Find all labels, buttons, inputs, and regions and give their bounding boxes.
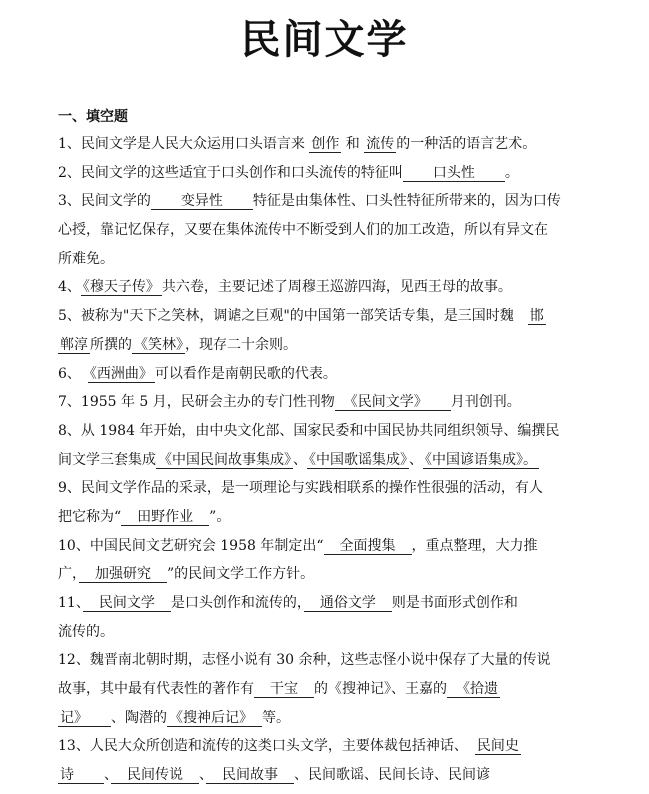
text-line (58, 503, 598, 532)
text-line (58, 245, 598, 274)
question-text: 可以看作是南朝民歌的代表。 (154, 365, 337, 382)
answer-text: 《笑林》 (134, 336, 183, 353)
question-text: 月刊创刊。 (450, 394, 521, 411)
page-title: 民间文学 (240, 16, 409, 63)
text-line (58, 761, 598, 790)
text-line (58, 446, 598, 475)
question-text: ，重点整理，大力推 (411, 537, 538, 554)
answer-text: 创作 (311, 136, 340, 152)
question-text: ”的民间文学工作方针。 (167, 566, 315, 583)
answer-text: 民间传说 (113, 767, 197, 784)
question-text: 2、民间文学的这些适宜于口头创作和口头流传的特征叫 (58, 164, 403, 181)
answer-text: 《拾遗 (449, 681, 498, 698)
question-text: 13、人民大众所创造和流传的这类口头文学，主要体裁包括神话、 (58, 738, 475, 755)
question-text: 1、民间文学是人民大众运用口头语言来 (58, 136, 310, 152)
answer-text: 变异性 (152, 193, 251, 210)
answer-text: 《穆天子传》 (82, 279, 160, 296)
question-text: 所难免。 (58, 250, 114, 267)
question-text: 心授，靠记忆保存，又要在集体流传中不断受到人们的加工改造，所以有异文在 (58, 222, 548, 239)
text-line (58, 388, 598, 417)
question-text: 8、从 1984 年开始，由中央文化部、国家民委和中国民协共同组织领导、编撰民 (58, 422, 560, 439)
text-line (58, 130, 598, 159)
question-list (58, 130, 598, 790)
question-text: 则是书面形式创作和 (391, 595, 518, 611)
answer-text: 《西洲曲》 (89, 365, 153, 382)
answer-text: 《中国谚语集成》。 (425, 451, 537, 468)
text-line (58, 360, 598, 389)
question-text: 、 (293, 451, 307, 468)
question-text: 4、 (58, 279, 81, 296)
text-line (58, 187, 598, 216)
question-text: 的《搜神记》、王嘉的 (314, 681, 447, 698)
answer-text: 邯 (529, 308, 544, 325)
text-line (58, 331, 598, 360)
answer-text: 加强研究 (81, 566, 165, 583)
question-text: 所撰的 (90, 336, 132, 353)
question-text: 广， (58, 566, 79, 583)
text-line (58, 159, 598, 188)
text-line (58, 675, 598, 704)
question-text: ，现存二十余则。 (185, 336, 297, 353)
text-line (58, 474, 598, 503)
question-text: 、 (104, 767, 111, 784)
answer-text: 口头性 (404, 164, 503, 181)
question-text: 12、魏晋南北朝时期，志怪小说有 30 余种，这些志怪小说中保存了大量的传说 (58, 652, 551, 669)
text-line (58, 704, 598, 733)
answer-text: 《民间文学》 (336, 394, 449, 411)
text-line (58, 216, 598, 245)
answer-text: 通俗文学 (305, 595, 390, 611)
question-text: 10、中国民间文艺研究会 1958 年制定出“ (58, 537, 324, 554)
question-text: 、民间歌谣、民间长诗、民间谚 (294, 767, 490, 784)
text-line (58, 618, 598, 647)
question-text: 9、民间文学作品的采录，是一项理论与实践相联系的操作性很强的活动，有人 (58, 480, 543, 497)
text-line (58, 302, 598, 331)
question-text: 和 (341, 136, 365, 152)
question-text: 共六卷，主要记述了周穆王巡游四海，见西王母的故事。 (161, 279, 512, 296)
answer-text: 流传 (366, 136, 395, 152)
answer-text: 《中国民间故事集成》 (158, 451, 291, 468)
question-text: 3、民间文学的 (58, 193, 151, 210)
question-text: 6、 (58, 365, 88, 382)
answer-text: 全面搜集 (325, 537, 410, 554)
answer-text: 《搜神后记》 (169, 709, 260, 726)
question-text: 。 (504, 164, 519, 181)
question-text: 故事，其中最有代表性的著作有 (58, 681, 254, 698)
question-text: 、 (199, 767, 206, 784)
question-text: 11、 (58, 595, 83, 611)
answer-text: 田野作业 (123, 508, 208, 525)
question-text: ”。 (209, 508, 231, 525)
text-line (58, 732, 598, 761)
question-text: 流传的。 (58, 623, 114, 640)
answer-text: 郸淳 (60, 336, 88, 353)
answer-text: 《中国歌谣集成》 (309, 451, 407, 468)
text-line (58, 417, 598, 446)
answer-text: 民间史 (476, 738, 519, 755)
question-text: 是口头创作和流传的， (170, 595, 304, 611)
text-line (58, 560, 598, 589)
text-line (58, 646, 598, 675)
question-text: 、陶潜的 (111, 709, 167, 726)
section-heading: 一、填空题 (58, 109, 128, 125)
question-text: 5、被称为"天下之笑林，调谑之巨观"的中国第一部笑话专集，是三国时魏 (58, 308, 528, 325)
question-text: 等。 (262, 709, 290, 726)
answer-text: 干宝 (256, 681, 312, 698)
text-line (58, 589, 598, 618)
answer-text: 民间故事 (208, 767, 292, 784)
question-text: 把它称为“ (58, 508, 122, 525)
question-text: 特征是由集体性、口头性特征所带来的，因为口传 (252, 193, 561, 210)
answer-text: 民间文学 (84, 595, 169, 611)
question-text: 的一种活的语言艺术。 (396, 136, 537, 152)
text-line (58, 273, 598, 302)
question-text: 7、1955 年 5 月，民研会主办的专门性刊物 (58, 394, 335, 411)
answer-text: 记》 (60, 709, 109, 726)
question-text: 间文学三套集成 (58, 451, 156, 468)
answer-text: 诗 (60, 767, 102, 784)
text-line (58, 532, 598, 561)
question-text: 、 (409, 451, 423, 468)
